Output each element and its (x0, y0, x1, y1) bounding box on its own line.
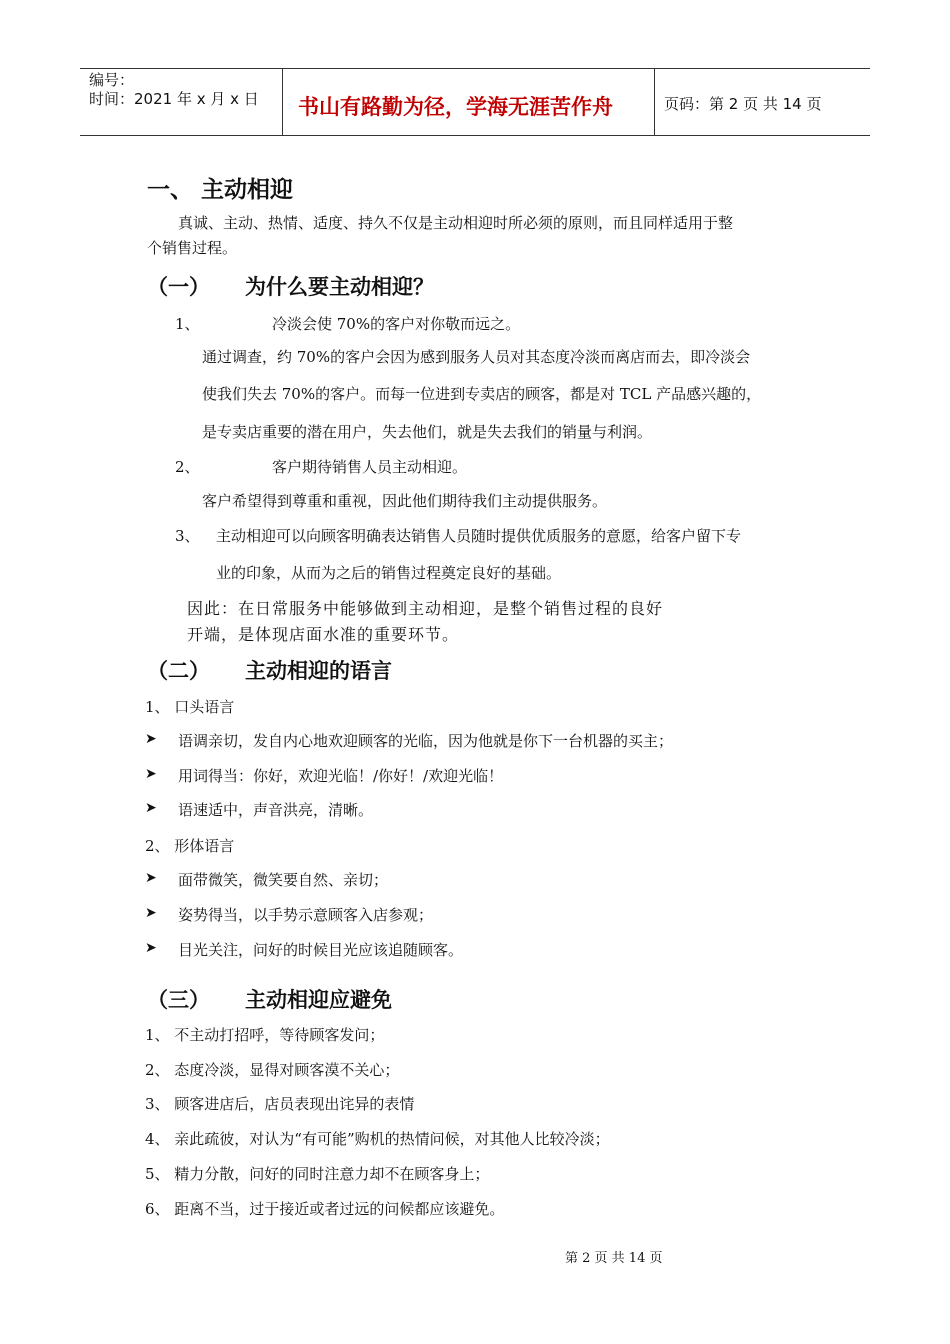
sub2-group2-item-3: 目光关注，问好的时候目光应该追随顾客。 (178, 941, 464, 959)
header-date-label: 时间：2021 年 x 月 x 日 (89, 90, 259, 108)
sub2-group1-title: 1、 口头语言 (145, 698, 235, 716)
sub2-group1-item-1: 语调亲切，发自内心地欢迎顾客的光临，因为他就是你下一台机器的买主； (178, 732, 674, 750)
arrow-bullet-icon: ➤ (145, 800, 157, 816)
page-footer: 第 2 页 共 14 页 (565, 1251, 663, 1266)
section-title: 一、 主动相迎 (147, 177, 294, 203)
sub1-title: 为什么要主动相迎？ (245, 275, 434, 299)
header-divider-left (282, 68, 283, 136)
intro-line-2: 个销售过程。 (147, 239, 238, 257)
sub3-title: 主动相迎应避免 (245, 988, 392, 1012)
sub1-item1-body-1: 通过调查，约 70%的客户会因为感到服务人员对其态度冷淡而离店而去，即冷淡会 (202, 348, 751, 366)
sub1-item3-number: 3、 (175, 527, 200, 545)
sub2-group1-item-2: 用词得当：你好，欢迎光临！/你好！/欢迎光临！ (178, 767, 504, 785)
arrow-bullet-icon: ➤ (145, 905, 157, 921)
header-number-label: 编号： (89, 71, 135, 89)
sub1-item1-body-3: 是专卖店重要的潜在用户，失去他们，就是失去我们的销量与利润。 (202, 423, 653, 441)
conclusion-line-1: 因此：在日常服务中能够做到主动相迎，是整个销售过程的良好 (187, 599, 664, 618)
arrow-bullet-icon: ➤ (145, 731, 157, 747)
sub1-number: （一） (147, 275, 210, 299)
sub1-item1-text: 冷淡会使 70%的客户对你敬而远之。 (272, 315, 521, 333)
header-divider-right (654, 68, 655, 136)
sub2-title: 主动相迎的语言 (245, 659, 392, 683)
sub2-number: （二） (147, 659, 210, 683)
header-bottom-rule (80, 135, 870, 136)
sub2-group2-title: 2、 形体语言 (145, 837, 235, 855)
sub3-number: （三） (147, 988, 210, 1012)
arrow-bullet-icon: ➤ (145, 870, 157, 886)
sub3-item-3: 3、 顾客进店后，店员表现出诧异的表情 (145, 1095, 415, 1113)
sub2-group2-item-2: 姿势得当，以手势示意顾客入店参观； (178, 906, 434, 924)
header-page-label: 页码：第 2 页 共 14 页 (664, 95, 822, 113)
sub1-item1-number: 1、 (175, 315, 200, 333)
sub1-item2-text: 客户期待销售人员主动相迎。 (272, 458, 468, 476)
sub1-item2-body: 客户希望得到尊重和重视，因此他们期待我们主动提供服务。 (202, 492, 608, 510)
intro-line-1: 真诚、主动、热情、适度、持久不仅是主动相迎时所必须的原则，而且同样适用于整 (178, 214, 734, 232)
sub3-item-2: 2、 态度冷淡，显得对顾客漠不关心； (145, 1061, 400, 1079)
arrow-bullet-icon: ➤ (145, 766, 157, 782)
sub1-item1-body-2: 使我们失去 70%的客户。而每一位进到专卖店的顾客，都是对 TCL 产品感兴趣的， (202, 385, 762, 403)
header-top-rule (80, 68, 870, 69)
sub2-group2-item-1: 面带微笑，微笑要自然、亲切； (178, 871, 389, 889)
sub3-item-6: 6、 距离不当，过于接近或者过远的问候都应该避免。 (145, 1200, 505, 1218)
conclusion-line-2: 开端，是体现店面水准的重要环节。 (187, 625, 460, 644)
sub1-item3-line-1: 主动相迎可以向顾客明确表达销售人员随时提供优质服务的意愿，给客户留下专 (216, 527, 742, 545)
header-motto: 书山有路勤为径，学海无涯苦作舟 (298, 95, 613, 119)
sub1-item2-number: 2、 (175, 458, 200, 476)
sub3-item-1: 1、 不主动打招呼，等待顾客发问； (145, 1026, 385, 1044)
sub2-group1-item-3: 语速适中，声音洪亮，清晰。 (178, 801, 374, 819)
sub3-item-4: 4、 亲此疏彼，对认为“有可能”购机的热情问候，对其他人比较冷淡； (145, 1130, 610, 1148)
arrow-bullet-icon: ➤ (145, 940, 157, 956)
sub3-item-5: 5、 精力分散，问好的同时注意力却不在顾客身上； (145, 1165, 490, 1183)
sub1-item3-line-2: 业的印象，从而为之后的销售过程奠定良好的基础。 (216, 564, 562, 582)
